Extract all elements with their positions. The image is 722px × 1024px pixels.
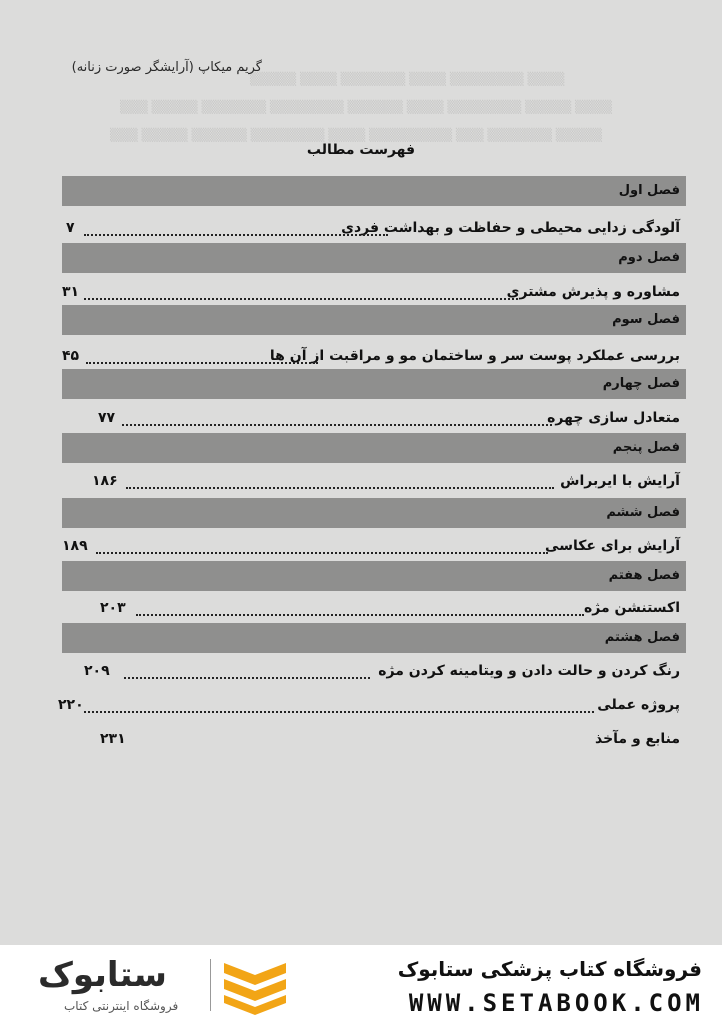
- running-head: گریم میکاپ (آرایشگر صورت زنانه): [71, 60, 262, 75]
- chapter-label: فصل دوم: [618, 250, 680, 265]
- store-name: فروشگاه کتاب پزشکی ستابوک: [397, 957, 702, 981]
- toc-entry-page: ۴۵: [62, 348, 80, 364]
- toc-entry-page: ۷۷: [98, 410, 116, 426]
- toc-entry[interactable]: [62, 218, 686, 240]
- chapter-bar: [62, 561, 686, 591]
- chapter-label: فصل ششم: [606, 505, 680, 520]
- leader-dots: [126, 475, 554, 489]
- chapter-bar: [62, 498, 686, 528]
- toc-entry[interactable]: [62, 471, 686, 493]
- toc-entry[interactable]: [62, 598, 686, 620]
- toc-entry-page: ۲۰۳: [100, 600, 126, 616]
- leader-dots: [122, 412, 552, 426]
- chapter-label: فصل اول: [618, 183, 680, 198]
- toc-entry[interactable]: [62, 346, 686, 368]
- logo-divider: [210, 959, 211, 1011]
- toc-entry-title: متعادل سازی چهره: [547, 410, 680, 426]
- toc-entry-title: منابع و مآخذ: [594, 731, 680, 747]
- toc-entry-title: رنگ کردن و حالت دادن و ویتامینه کردن مژه: [378, 663, 680, 679]
- toc-entry[interactable]: [62, 729, 686, 751]
- chapter-bar: [62, 305, 686, 335]
- chapter-bar: [62, 433, 686, 463]
- toc-entry-page: ۲۲۰: [58, 697, 84, 713]
- toc-entry-title: آرایش برای عکاسی: [545, 538, 680, 554]
- toc-entry[interactable]: [62, 661, 686, 683]
- toc-entry-title: بررسی عملکرد پوست سر و ساختمان مو و مراقبت از آن ها: [269, 348, 680, 364]
- toc-entry-title: مشاوره و پذیرش مشتری: [506, 284, 680, 300]
- chapter-label: فصل چهارم: [602, 376, 680, 391]
- bleed-through-decoration: ▒▒▒▒▒ ▒▒▒▒▒▒▒ ▒▒▒ ▒▒▒▒▒▒▒▒▒ ▒▒▒▒ ▒▒▒▒▒▒▒▒ ▒▒▒▒▒▒ ▒▒▒▒▒ ▒▒▒: [110, 128, 602, 142]
- toc-entry-page: ۲۳۱: [100, 731, 126, 747]
- leader-dots: [84, 222, 388, 236]
- store-footer-banner: [0, 945, 722, 1024]
- logo-wordmark: ستابوک: [38, 955, 167, 995]
- chapter-label: فصل هشتم: [604, 630, 680, 645]
- leader-dots: [86, 350, 318, 364]
- bleed-through-decoration: ▒▒▒▒ ▒▒▒▒▒▒▒▒ ▒▒▒▒ ▒▒▒▒▒▒▒ ▒▒▒▒ ▒▒▒▒▒: [250, 72, 565, 86]
- toc-entry[interactable]: [62, 536, 686, 558]
- chapter-bar: [62, 369, 686, 399]
- toc-entry-page: ۱۸۶: [92, 473, 118, 489]
- toc-entry-page: ۷: [66, 220, 75, 236]
- leader-dots: [96, 540, 548, 554]
- leader-dots: [136, 602, 584, 616]
- chapter-bar: [62, 176, 686, 206]
- bleed-through-decoration: ▒▒▒▒ ▒▒▒▒▒ ▒▒▒▒▒▒▒▒ ▒▒▒▒ ▒▒▒▒▒▒ ▒▒▒▒▒▒▒▒ ▒▒▒▒▒▒▒ ▒▒▒▒▒ ▒▒▒: [120, 100, 612, 114]
- toc-entry-title: پروژه عملی: [597, 697, 680, 713]
- book-stack-icon: [220, 955, 290, 1017]
- leader-dots: [84, 286, 518, 300]
- store-logo[interactable]: [20, 953, 290, 1019]
- toc-entry[interactable]: [62, 408, 686, 430]
- toc-entry-title: اکستنشن مژه: [584, 600, 680, 616]
- toc-entry-title: آلودگی زدایی محیطی و حفاظت و بهداشت فردی: [341, 220, 680, 236]
- chapter-label: فصل هفتم: [608, 568, 680, 583]
- toc-entry-page: ۱۸۹: [62, 538, 88, 554]
- chapter-bar: [62, 623, 686, 653]
- chapter-label: فصل پنجم: [612, 440, 680, 455]
- chapter-label: فصل سوم: [612, 312, 680, 327]
- logo-tagline: فروشگاه اینترنتی کتاب: [64, 999, 179, 1013]
- toc-entry[interactable]: [58, 695, 686, 717]
- toc-title: فهرست مطالب: [306, 142, 416, 158]
- leader-dots: [124, 665, 370, 679]
- toc-entry-title: آرایش با ایربراش: [560, 473, 680, 489]
- toc-entry-page: ۲۰۹: [84, 663, 110, 679]
- toc-entry-page: ۳۱: [62, 284, 80, 300]
- toc-entry[interactable]: [62, 282, 686, 304]
- leader-dots: [84, 699, 594, 713]
- store-url-link[interactable]: WWW.SETABOOK.COM: [408, 989, 704, 1017]
- chapter-bar: [62, 243, 686, 273]
